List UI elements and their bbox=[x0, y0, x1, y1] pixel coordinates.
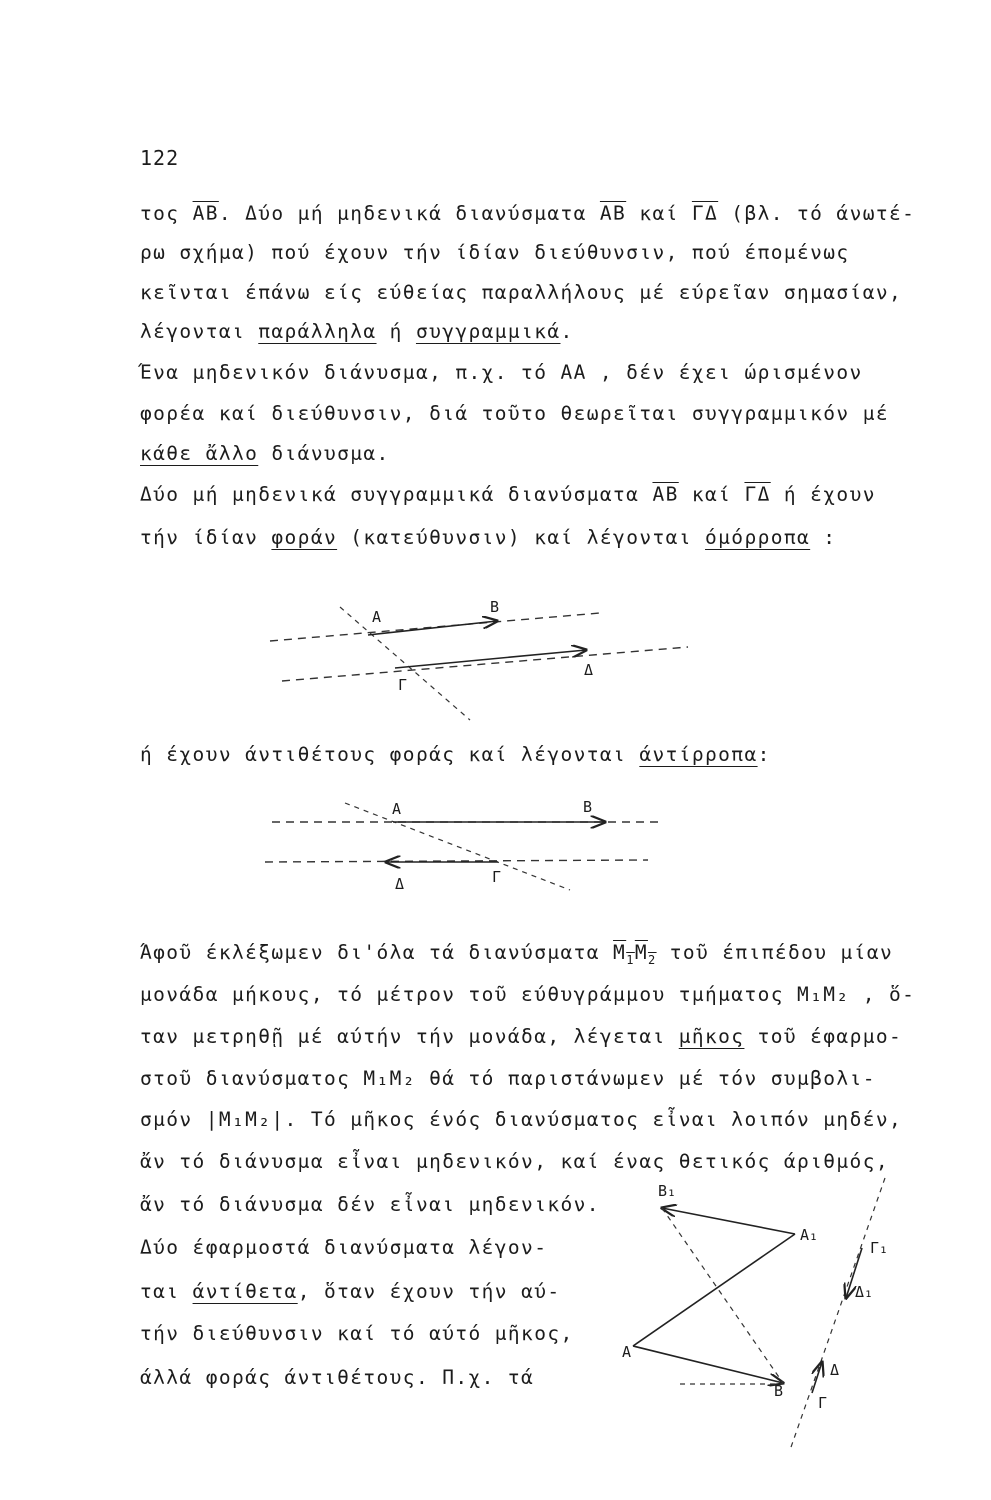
label-d: Δ bbox=[395, 875, 405, 893]
text-fragment: σμόν bbox=[140, 1108, 206, 1131]
label-a1: A₁ bbox=[800, 1226, 819, 1244]
text-fragment: . Δύο μή μηδενικά διανύσματα bbox=[218, 202, 600, 225]
label-a: A bbox=[622, 1343, 632, 1361]
vector-ab-arrow bbox=[633, 1346, 783, 1383]
text-fragment: τος bbox=[140, 202, 193, 225]
text-fragment: . bbox=[560, 320, 574, 343]
label-b1: B₁ bbox=[658, 1182, 677, 1200]
text-fragment: : bbox=[810, 526, 837, 549]
text-fragment: τήν ίδίαν bbox=[140, 526, 272, 549]
length-notation: |M₁M₂| bbox=[205, 1108, 285, 1131]
vector-ab: $\overline{AB}$ bbox=[192, 202, 219, 225]
text-fragment: M bbox=[634, 941, 648, 964]
p6-line-3: τήν διεύθυνσιν καί τό αύτό μῆκος, bbox=[140, 1322, 574, 1345]
label-d1: Δ₁ bbox=[855, 1283, 874, 1301]
term-opposite-direction: άντίρροπα bbox=[639, 743, 758, 766]
text-fragment: . Τό μῆκος ένός διανύσματος εἶναι λοιπόν μηδέν, bbox=[284, 1108, 903, 1131]
text-fragment: Δύο μή μηδενικά συγγραμμικά διανύσματα bbox=[140, 483, 653, 506]
text-fragment: καί bbox=[678, 483, 745, 506]
vector-gd-arrow bbox=[812, 1362, 822, 1393]
dashed-segment-b1-b bbox=[662, 1208, 783, 1383]
p6-line-1: Δύο έφαρμοστά διανύσματα λέγον- bbox=[140, 1236, 548, 1259]
text-fragment: M bbox=[613, 941, 627, 964]
label-a: Α bbox=[372, 608, 382, 626]
term-collinear: συγγραμμικά bbox=[415, 320, 561, 343]
subscript: 2 bbox=[647, 952, 657, 967]
text-fragment: ται bbox=[140, 1280, 193, 1303]
segment-a-a1 bbox=[633, 1234, 795, 1346]
text-fragment: τοῦ έφαρμο- bbox=[744, 1025, 903, 1048]
dashed-carrier-line bbox=[790, 1178, 885, 1450]
p5-line-2: μονάδα μήκους, τό μέτρον τοῦ εύθυγράμμου τμήματος M₁M₂ , ὅ- bbox=[140, 983, 916, 1006]
p5-line-4: στοῦ διανύσματος M₁M₂ θά τό παριστάνωμεν μέ τόν συμβολι- bbox=[140, 1067, 876, 1090]
text-fragment: (κατεύθυνσιν) καί λέγονται bbox=[337, 526, 706, 549]
vector-ab: $\overline{AB}$ bbox=[599, 202, 627, 225]
label-g: Γ bbox=[818, 1394, 828, 1412]
p1-line-3: κεῖνται έπάνω είς εύθείας παραλλήλους μέ εύρεῖαν σημασίαν, bbox=[140, 281, 903, 304]
label-g1: Γ₁ bbox=[870, 1239, 889, 1257]
text-fragment: τοῦ έπιπέδου μίαν bbox=[656, 941, 894, 964]
text-fragment: καί bbox=[626, 202, 692, 225]
term-opposite: άντίθετα bbox=[192, 1280, 298, 1303]
text-fragment: ή έχουν άντιθέτους φοράς καί λέγονται bbox=[140, 743, 640, 766]
text-fragment: λέγονται bbox=[140, 320, 259, 343]
text-fragment: ή έχουν bbox=[770, 483, 876, 506]
label-b: Β bbox=[490, 598, 500, 616]
text-fragment: διάνυσμα. bbox=[258, 442, 390, 465]
label-a: Α bbox=[392, 800, 402, 818]
text-fragment: (βλ. τό άνωτέ- bbox=[718, 202, 916, 225]
label-d: Δ bbox=[830, 1361, 840, 1379]
p6-line-4: άλλά φοράς άντιθέτους. Π.χ. τά bbox=[140, 1366, 535, 1389]
p2-line-2: φορέα καί διεύθυνσιν, διά τοῦτο θεωρεῖται συγγραμμικόν μέ bbox=[140, 402, 889, 425]
term-length: μῆκος bbox=[678, 1025, 745, 1048]
text-fragment: Άφοῦ έκλέξωμεν δι'όλα τά διανύσματα bbox=[140, 941, 614, 964]
label-b: B bbox=[774, 1382, 784, 1400]
subscript: 1 bbox=[626, 952, 635, 967]
term-same-direction: όμόρροπα bbox=[705, 526, 811, 549]
label-g: Γ bbox=[492, 868, 502, 886]
label-d: Δ bbox=[584, 661, 594, 679]
vector-ab: $\overline{AB}$ bbox=[652, 483, 679, 506]
vector-gd: $\overline{\Gamma\Delta}$ bbox=[691, 202, 719, 225]
label-g: Γ bbox=[398, 676, 408, 694]
term-parallel: παράλληλα bbox=[258, 320, 377, 343]
text-fragment: , ὅταν έχουν τήν αύ- bbox=[297, 1280, 561, 1303]
p1-line-2: ρω σχήμα) πού έχουν τήν ίδίαν διεύθυνσιν, πού έπομένως bbox=[140, 241, 850, 264]
term-sense: φοράν bbox=[271, 526, 338, 549]
vector-a1b1-arrow bbox=[662, 1208, 795, 1234]
term-every-other: κάθε ἄλλο bbox=[140, 442, 259, 465]
vector-gd: $\overline{\Gamma\Delta}$ bbox=[744, 483, 771, 506]
p5-line-6: ἄν τό διάνυσμα εἶναι μηδενικόν, καί ένας θετικός άριθμός, bbox=[140, 1150, 889, 1173]
p5-line-7: ἄν τό διάνυσμα δέν εἶναι μηδενικόν. bbox=[140, 1193, 600, 1216]
p2-line-1: Ένα μηδενικόν διάνυσμα, π.χ. τό ΑΑ , δέν έχει ώρισμένον bbox=[140, 361, 863, 384]
page-number: 122 bbox=[140, 146, 180, 170]
text-fragment: : bbox=[757, 743, 771, 766]
label-b: Β bbox=[583, 798, 593, 816]
text-fragment: ταν μετρηθῇ μέ αύτήν τήν μονάδα, λέγεται bbox=[140, 1025, 679, 1048]
text-fragment: ή bbox=[376, 320, 416, 343]
